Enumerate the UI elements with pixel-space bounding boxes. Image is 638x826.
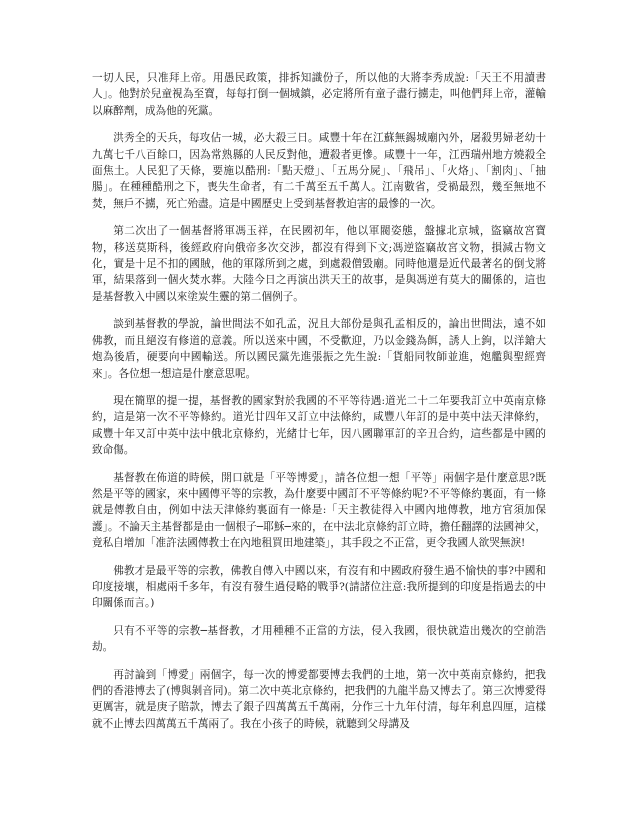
paragraph-6: 基督教在佈道的時候，開口就是「平等博愛」，請各位想一想「平等」兩個字是什麼意思?既然是平等的國家，來中國傳平等的宗教，為什麼要中國訂不平等條約呢?不平等條約裏面，有一條就是傳教自由，例如中法天津條約裏面有一條是:「天主教徒得入中國內地傳教，地方官須加保護」。不論天主基督都是由一個根子─耶穌─來的，在中法北京條約訂立時，擔任翻譯的法國神父，竟私自增加「准許法國傳教士在內地租買田地建築」，其手段之不正當，更令我國人欲哭無淚! <box>92 471 546 550</box>
paragraph-8: 只有不平等的宗教─基督教，才用種種不正當的方法，侵入我國，很快就造出幾次的空前浩劫。 <box>92 624 546 654</box>
paragraph-7: 佛教才是最平等的宗教，佛教自傳入中國以來，有沒有和中國政府發生過不愉快的事?中國和印度接壤，相處兩千多年，有沒有發生過侵略的戰爭?(請諸位注意:我所提到的印度是指過去的中印關係而言。) <box>92 564 546 610</box>
paragraph-3: 第二次出了一個基督將軍馮玉祥，在民國初年，他以軍閥姿態，盤據北京城，盜竊故宮寶物，移送莫斯科，後經政府向俄帝多次交涉，都沒有得到下文;馮逆盜竊故宮文物，損減古物文化，實是十足不扣的國賊，他的軍隊所到之處，到處殺僧毀廟。同時他還是近代最著名的倒戈將軍，結果落到一個火焚水葬。大陸今日之再演出洪天王的故事，是與馮逆有莫大的關係的，這也是基督教入中國以來塗炭生靈的第二個例子。 <box>92 225 546 303</box>
paragraph-1: 一切人民，只准拜上帝。用愚民政策，排拆知識份子，所以他的大將李秀成說:「天王不用讀書人」。他對於兒童視為至寶，每每打倒一個城鎮，必定將所有童子盡行擄走，叫他們拜上帝，灌輸以麻醉劑，成為他的死黨。 <box>92 72 546 117</box>
paragraph-9: 再討論到「博愛」兩個字，每一次的博愛都要博去我們的土地，第一次中英南京條約，把我們的香港博去了(博與剝音同)。第二次中英北京條約，把我們的九龍半島又博去了。第三次博愛得更厲害，就是庚子賠款，博去了銀子四萬萬五千萬兩，分作三十九年付清，每年利息四厘，這樣就不止博去四萬萬五千萬兩了。我在小孩子的時候，就聽到父母講及 <box>92 668 546 730</box>
paragraph-2: 洪秀全的天兵，每攻佔一城，必大殺三日。咸豐十年在江蘇無錫城廟內外，屠殺男婦老幼十九萬七千八百餘口，因為常熟縣的人民反對他，遭殺者更慘。咸豐十一年，江西瑞州地方燒殺全面焦土。人民犯了天條，要施以酷刑:「點天燈」、「五馬分屍」、「飛吊」、「火烙」、「割肉」、「抽腸」。在種種酷刑之下，喪失生命者，有二千萬至五千萬人。江南數省，受禍最烈，幾至無地不焚，無戶不擄，死亡殆盡。這是中國歷史上受到基督教迫害的最慘的一次。 <box>92 132 546 210</box>
paragraph-5: 現在簡單的提一提，基督教的國家對於我國的不平等待遇:道光二十二年要我訂立中英南京條約，這是第一次不平等條約。道光廿四年又訂立中法條約，咸豐八年訂的是中英中法天津條約，咸豐十年又訂中英中法中俄北京條約，光緒廿七年，因八國聯軍訂的辛丑合約，這些都是中國的致命傷。 <box>92 394 546 457</box>
paragraph-4: 談到基督教的學說，論世間法不如孔孟，況且大部份是與孔孟相反的，論出世間法，遠不如佛教，而且絕沒有修道的意義。所以送來中國，不受歡迎，乃以金錢為餌，誘人上鉤，以洋鎗大炮為後盾，硬要向中國輸送。所以國民黨先進張振之先生說:「貨船同牧師並進，炮艦與聖經齊來」。各位想一想這是什麼意思呢。 <box>92 318 546 380</box>
